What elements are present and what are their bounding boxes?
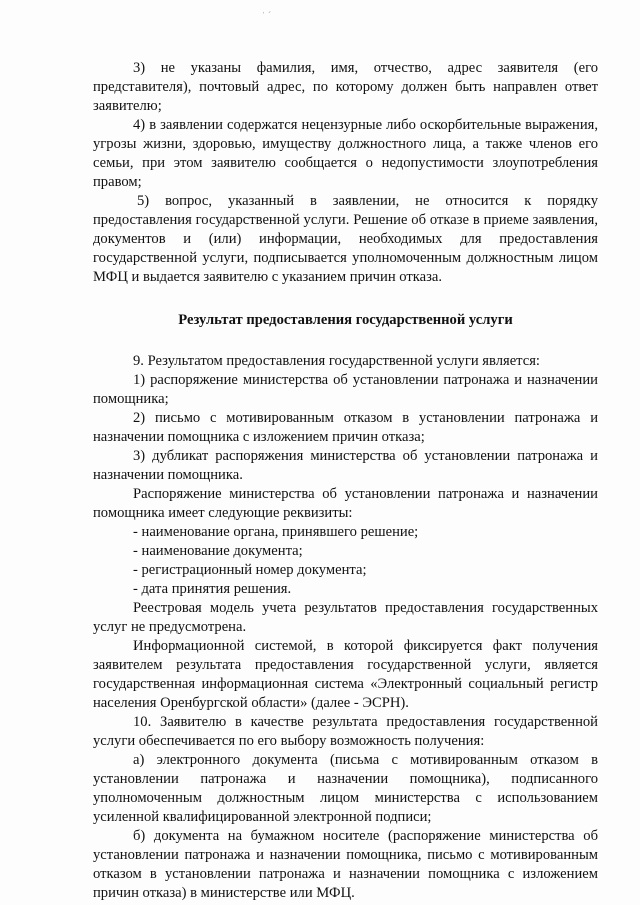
delivery-option-a: а) электронного документа (письма с мотивированным отказом в установлении патронажа и назначении помощника), подписанного уполномоченным должностным лицом министерства с использованием усиленной квалифицированной электронной подписи; [93,752,598,825]
section-heading: Результат предоставления государственной услуги [178,312,513,328]
document-body [93,59,598,903]
paragraph-9-intro: 9. Результатом предоставления государственной услуги является: [133,353,540,369]
requisite-item: - наименование органа, принявшего решение; [133,524,419,540]
registry-model-paragraph: Реестровая модель учета результатов предоставления государственных услуг не предусмотрена. [93,600,598,635]
requisite-item: - наименование документа; [133,543,303,559]
result-item-2: 2) письмо с мотивированным отказом в установлении патронажа и назначении помощника с изложением причин отказа; [93,410,598,445]
scan-artifact: ˈ ˊ [262,11,272,22]
requisites-intro: Распоряжение министерства об установлении патронажа и назначении помощника имеет следующие реквизиты: [93,486,598,521]
paragraph-refusal-reason-5: 5) вопрос, указанный в заявлении, не относится к порядку предоставления государственной услуги. Решение об отказе в приеме заявления, документов и (или) информации, необходимых для предоставления государственной услуги, подписывается уполномоченным должностным лицом МФЦ и выдается заявителю с указанием причин отказа. [93,193,598,285]
requisite-item: - дата принятия решения. [133,581,292,597]
result-item-3: 3) дубликат распоряжения министерства об установлении патронажа и назначении помощника. [93,448,598,483]
result-item-1: 1) распоряжение министерства об установлении патронажа и назначении помощника; [93,372,598,407]
paragraph-10-intro: 10. Заявителю в качестве результата предоставления государственной услуги обеспечивается по его выбору возможность получения: [93,714,598,749]
requisite-item: - регистрационный номер документа; [133,562,367,578]
paragraph-refusal-reason-3: 3) не указаны фамилия, имя, отчество, адрес заявителя (его представителя), почтовый адрес, по которому должен быть направлен ответ заявителю; [93,60,598,114]
paragraph-refusal-reason-4: 4) в заявлении содержатся нецензурные либо оскорбительные выражения, угрозы жизни, здоровью, имуществу должностного лица, а также членов его семьи, при этом заявителю сообщается о недопустимости злоупотребления правом; [93,117,598,190]
information-system-paragraph: Информационной системой, в которой фиксируется факт получения заявителем результата предоставления государственной услуги, является государственная информационная система «Электронный социальный регистр населения Оренбургской области» (далее - ЭСРН). [93,638,598,711]
delivery-option-b: б) документа на бумажном носителе (распоряжение министерства об установлении патронажа и назначении помощника, письмо с мотивированным отказом в установлении патронажа и назначении помощника с изложением причин отказа) в министерстве или МФЦ. [93,828,598,901]
